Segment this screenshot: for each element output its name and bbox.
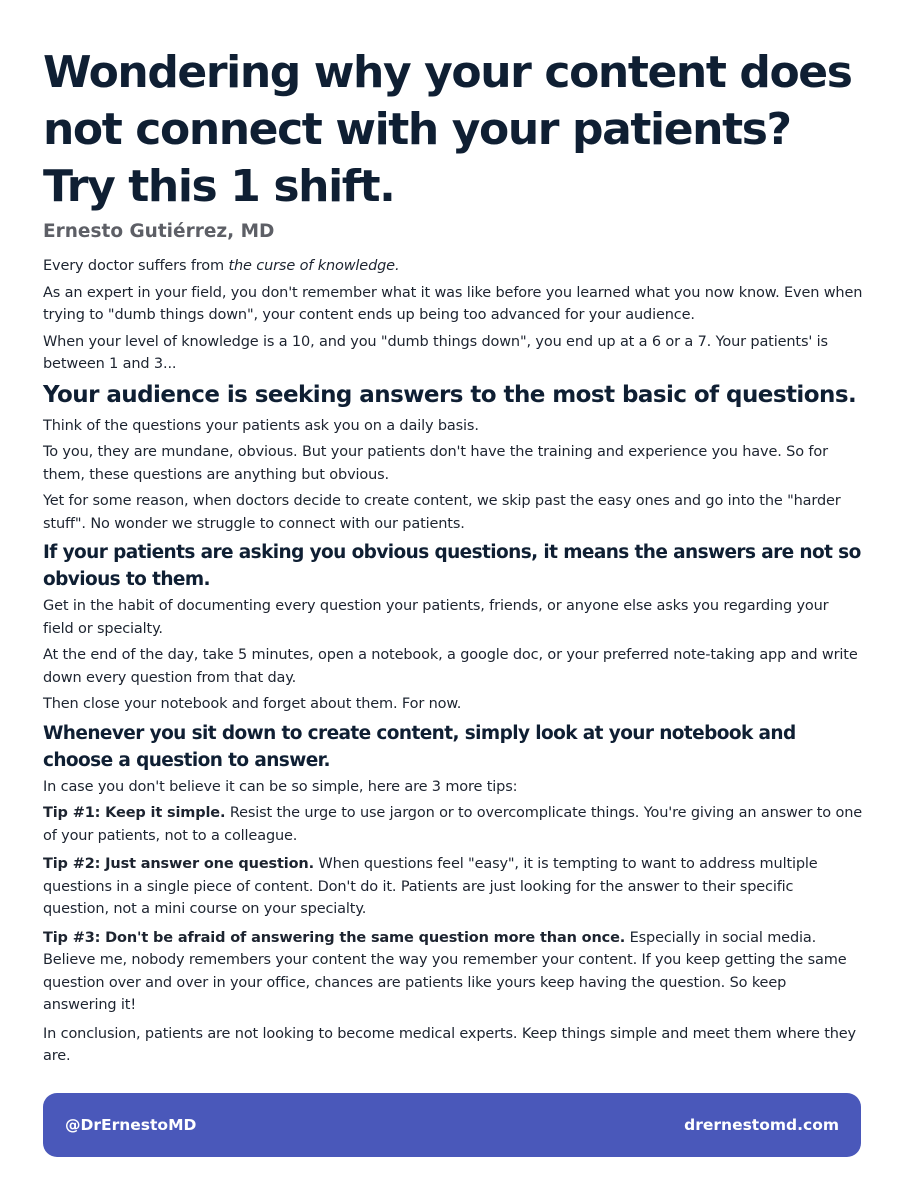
tip-3 (43, 927, 863, 1017)
tip-2 (43, 853, 863, 921)
section-2-paragraph-1: Get in the habit of documenting every question your patients, friends, or anyone else asks you regarding your field or specialty. (43, 598, 829, 637)
tip-2-label: Tip #2: Just answer one question. (43, 856, 314, 872)
intro-paragraph-3: When your level of knowledge is a 10, and you "dumb things down", you end up at a 6 or a 7. Your patients' is between 1 and 3... (43, 333, 828, 372)
section-1-heading: Your audience is seeking answers to the most basic of questions. (43, 381, 857, 408)
section-1-paragraph-3: Yet for some reason, when doctors decide to create content, we skip past the easy ones and go into the "harder stuff". No wonder we struggle to connect with our patients. (43, 493, 841, 532)
section-2-heading: If your patients are asking you obvious questions, it means the answers are not so obvious to them. (43, 542, 861, 590)
tip-1 (43, 802, 863, 847)
footer-handle[interactable]: @DrErnestoMD (65, 1116, 197, 1134)
article (43, 44, 863, 1072)
tip-2-text: When questions feel "easy", it is tempting to want to address multiple questions in a single piece of content. Don't do it. Patients are just looking for the answer to their specific question, not a mini course on your specialty. (43, 856, 818, 917)
author-name: Ernesto Gutiérrez, MD (43, 221, 275, 242)
tip-3-text: Especially in social media. Believe me, nobody remembers your content the way you remember your content. If you keep getting the same question over and over in your office, chances are patients like yours keep having the question. So keep answering it! (43, 929, 847, 1013)
tip-1-text: Resist the urge to use jargon or to overcomplicate things. You're giving an answer to one of your patients, not to a colleague. (43, 805, 863, 844)
intro-paragraph-1 (43, 255, 863, 278)
section-2-paragraph-2: At the end of the day, take 5 minutes, open a notebook, a google doc, or your preferred note-taking app and write down every question from that day. (43, 647, 858, 686)
tip-3-label: Tip #3: Don't be afraid of answering the same question more than once. (43, 929, 626, 946)
footer-bar (43, 1093, 861, 1157)
intro-lead: Every doctor suffers from (43, 258, 229, 274)
section-3-heading: Whenever you sit down to create content, simply look at your notebook and choose a question to answer. (43, 722, 796, 771)
section-1-paragraph-1: Think of the questions your patients ask you on a daily basis. (43, 417, 479, 434)
section-3-paragraph-1: In case you don't believe it can be so simple, here are 3 more tips: (43, 778, 518, 795)
tip-1-label: Tip #1: Keep it simple. (43, 805, 226, 821)
section-1-paragraph-2: To you, they are mundane, obvious. But your patients don't have the training and experience you have. So for them, these questions are anything but obvious. (43, 444, 828, 483)
intro-paragraph-2: As an expert in your field, you don't remember what it was like before you learned what you now know. Even when trying to "dumb things down", your content ends up being too advanced for your audience. (43, 284, 863, 323)
section-2-paragraph-3: Then close your notebook and forget about them. For now. (43, 696, 462, 712)
intro-emphasis: the curse of knowledge. (228, 258, 400, 274)
conclusion-paragraph: In conclusion, patients are not looking to become medical experts. Keep things simple and meet them where they are. (43, 1025, 856, 1064)
article-title: Wondering why your content does not connect with your patients? Try this 1 shift. (43, 47, 852, 212)
footer-website[interactable]: drernestomd.com (684, 1116, 839, 1134)
